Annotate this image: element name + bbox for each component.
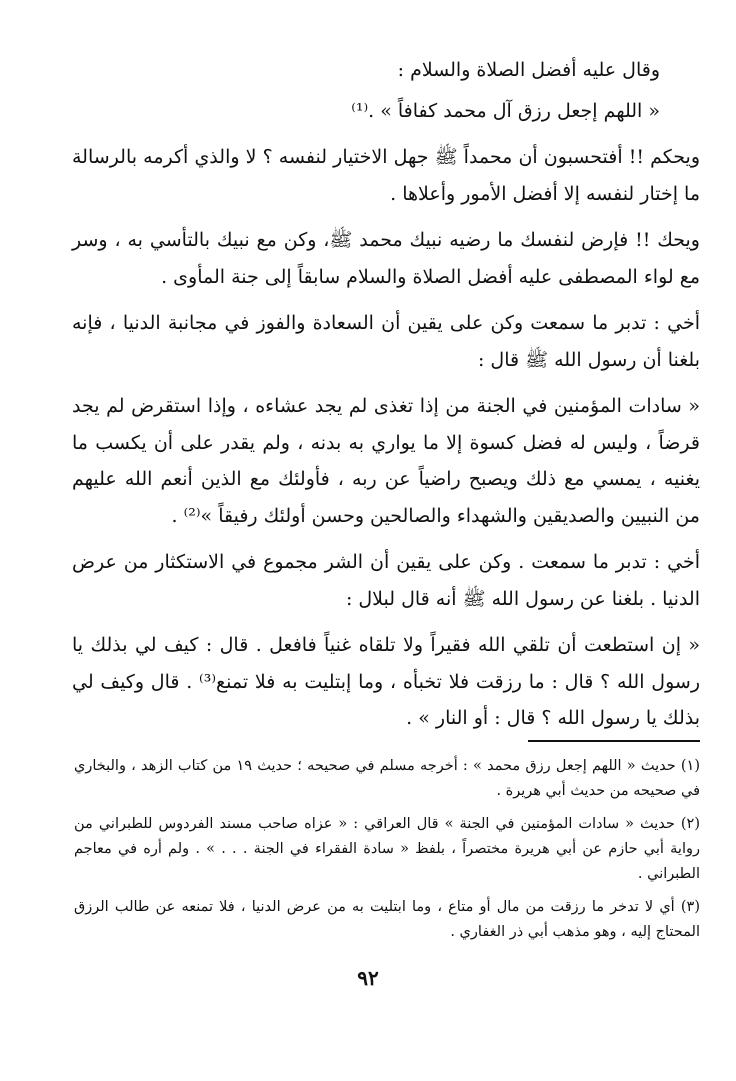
paragraph: أخي : تدبر ما سمعت وكن على يقين أن السعادة والفوز في مجانبة الدنيا ، فإنه بلغنا أن رسول الله ﷺ قال : <box>72 312 700 371</box>
paragraph: « إن استطعت أن تلقي الله فقيراً ولا تلقاه غنياً فافعل . قال : كيف لي بذلك يا رسول الله ؟ قال : ما رزقت فلا تخبأه ، وما إبتليت به فلا تمنع⁽³⁾ . قال وكيف لي بذلك يا رسول الله ؟ قال : أو النار » . <box>72 634 700 729</box>
paragraph: ويحك !! فإرض لنفسك ما رضيه نبيك محمد ﷺ، وكن مع نبيك بالتأسي به ، وسر مع لواء المصطفى عليه أفضل الصلاة والسلام سابقاً إلى جنة المأوى . <box>72 229 700 288</box>
footnote-separator <box>528 740 700 742</box>
footnote: (٢) حديث « سادات المؤمنين في الجنة » قال العراقي : « عزاه صاحب مسند الفردوس للطبراني من رواية أبي حازم عن أبي هريرة مختصراً ، بلفظ « سادة الفقراء في الجنة . . . » . ولم أره في معاجم الطبراني . <box>74 816 700 882</box>
footnote: (١) حديث « اللهم إجعل رزق محمد » : أخرجه مسلم في صحيحه ؛ حديث ١٩ من كتاب الزهد ، والبخاري في صحيحه من حديث أبي هريرة . <box>74 758 701 799</box>
paragraph: وقال عليه أفضل الصلاة والسلام : <box>397 59 660 81</box>
footnote: (٣) أي لا تدخر ما رزقت من مال أو متاع ، وما ابتليت به من عرض الدنيا ، فلا تمنعه عن طالب الرزق المحتاج إليه ، وهو مذهب أبي ذر الغفاري . <box>74 899 700 940</box>
paragraph: « سادات المؤمنين في الجنة من إذا تغذى لم يجد عشاءه ، وإذا استقرض لم يجد قرضاً ، وليس له فضل كسوة إلا ما يواري به بدنه ، ولم يقدر على أن يكسب ما يغنيه ، يمسي مع ذلك ويصبح راضياً عن ربه ، فأولئك مع الذين أنعم الله عليهم من النبيين والصديقين والشهداء والصالحين وحسن أولئك رفيقاً »⁽²⁾ . <box>72 395 700 527</box>
paragraph: « اللهم إجعل رزق آل محمد كفافاً » .⁽¹⁾ <box>351 99 660 122</box>
page-number: ٩٢ <box>357 966 379 990</box>
paragraph: أخي : تدبر ما سمعت . وكن على يقين أن الشر مجموع في الاستكثار من عرض الدنيا . بلغنا عن رسول الله ﷺ أنه قال لبلال : <box>72 551 700 610</box>
paragraph: ويحكم !! أفتحسبون أن محمداً ﷺ جهل الاختيار لنفسه ؟ لا والذي أكرمه بالرسالة ما إختار لنفسه إلا أفضل الأمور وأعلاها . <box>72 146 700 205</box>
footnotes <box>74 754 700 953</box>
main-text <box>72 52 700 747</box>
